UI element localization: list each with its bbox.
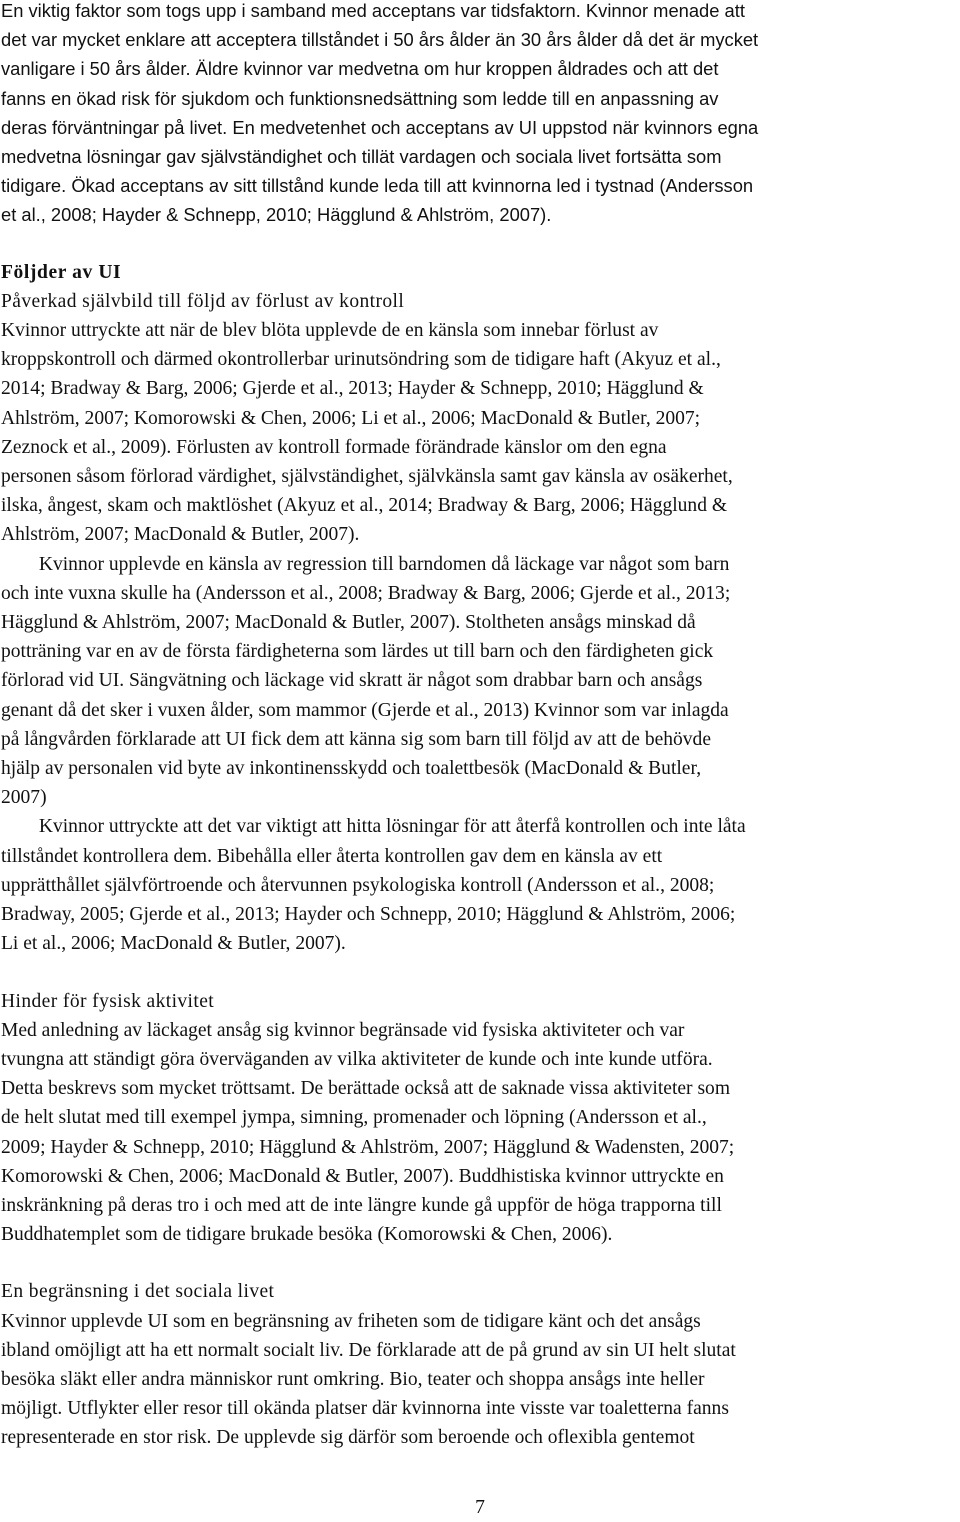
- text-line: kroppskontroll och därmed okontrollerbar urinutsöndring som de tidigare haft (Akyuz et al.,: [1, 349, 721, 371]
- body-paragraph: [1, 812, 960, 958]
- text-line: tidigare. Ökad acceptans av sitt tillstånd kunde leda till att kvinnorna led i tystnad (Andersson: [1, 175, 754, 197]
- text-line: potträning var en av de första färdigheterna som lärdes ut till barn och den färdigheten gick: [1, 641, 714, 663]
- text-line: Zeznock et al., 2009). Förlusten av kontroll formade förändrade känslor om den egna: [1, 436, 667, 458]
- text-line: Buddhatemplet som de tidigare brukade besöka (Komorowski & Chen, 2006).: [1, 1224, 613, 1246]
- subsection-title: Påverkad självbild till följd av förlust av kontroll: [1, 290, 405, 312]
- subsection-title-block: [1, 987, 960, 1016]
- text-line: deras förväntningar på livet. En medvetenhet och acceptans av UI uppstod när kvinnors egna: [1, 116, 759, 138]
- text-line: Komorowski & Chen, 2006; MacDonald & Butler, 2007). Buddhistiska kvinnor uttryckte en: [1, 1165, 724, 1187]
- text-line: Ahlström, 2007; MacDonald & Butler, 2007).: [1, 524, 360, 546]
- page-number: 7: [475, 1497, 485, 1518]
- text-line: medvetna lösningar gav självständighet och tillät vardagen och sociala livet fortsätta som: [1, 146, 722, 168]
- body-paragraph: [1, 1307, 960, 1453]
- body-paragraph: [1, 316, 960, 550]
- text-line: 2007): [1, 787, 47, 809]
- text-line: inskränkning på deras tro i och med att de inte längre kunde gå uppför de höga trapporna till: [1, 1194, 722, 1216]
- body-paragraph: [1, 1016, 960, 1250]
- text-line: Med anledning av läckaget ansåg sig kvinnor begränsade vid fysiska aktiviteter och var: [1, 1019, 685, 1041]
- text-line: tvungna att ständigt göra överväganden av vilka aktiviteter de kunde och inte kunde utföra.: [1, 1048, 713, 1070]
- text-line: personen såsom förlorad värdighet, självständighet, självkänsla samt gav känsla av osäkerhet,: [1, 466, 733, 488]
- section-heading: [1, 258, 960, 316]
- body-paragraph: [1, 550, 960, 813]
- text-line: et al., 2008; Hayder & Schnepp, 2010; Hägglund & Ahlström, 2007).: [1, 204, 552, 226]
- text-line: Detta beskrevs som mycket tröttsamt. De berättade också att de saknade vissa aktiviteter som: [1, 1078, 731, 1100]
- text-line: fanns en ökad risk för sjukdom och funktionsnedsättning som ledde till en anpassning av: [1, 87, 719, 109]
- intro-paragraph: [1, 0, 960, 230]
- text-line: vanligare i 50 års ålder. Äldre kvinnor var medvetna om hur kroppen åldrades och att det: [1, 58, 719, 80]
- subsection-title-block: [1, 1277, 960, 1306]
- text-line: upprätthållet självförtroende och återvunnen psykologiska kontroll (Andersson et al., 2008;: [1, 874, 715, 896]
- text-line: Kvinnor uttryckte att när de blev blöta upplevde de en känsla som innebar förlust av: [1, 320, 659, 342]
- text-line: Bradway, 2005; Gjerde et al., 2013; Hayder och Schnepp, 2010; Hägglund & Ahlström, 2006;: [1, 904, 736, 926]
- text-line: förlorad vid UI. Sängvätning och läckage vid skratt är något som drabbar barn och ansågs: [1, 670, 703, 692]
- text-line: Kvinnor upplevde UI som en begränsning av friheten som de tidigare känt och det ansågs: [1, 1310, 701, 1332]
- text-line: de helt slutat med till exempel jympa, simning, promenader och löpning (Andersson et al.,: [1, 1107, 707, 1129]
- subsection-title: Hinder för fysisk aktivitet: [1, 990, 215, 1012]
- text-line: En viktig faktor som togs upp i samband med acceptans var tidsfaktorn. Kvinnor menade att: [1, 0, 745, 21]
- text-line: 2014; Bradway & Barg, 2006; Gjerde et al., 2013; Hayder & Schnepp, 2010; Hägglund &: [1, 378, 704, 400]
- text-line: Li et al., 2006; MacDonald & Butler, 2007).: [1, 933, 346, 955]
- text-line: ibland omöjligt att ha ett normalt socialt liv. De förklarade att de på grund av sin UI helt slutat: [1, 1339, 736, 1361]
- text-line: Ahlström, 2007; Komorowski & Chen, 2006; Li et al., 2006; MacDonald & Butler, 2007;: [1, 407, 701, 429]
- text-line: Hägglund & Ahlström, 2007; MacDonald & Butler, 2007). Stoltheten ansågs minskad då: [1, 612, 696, 634]
- text-line: ilska, ångest, skam och maktlöshet (Akyuz et al., 2014; Bradway & Barg, 2006; Hägglund &: [1, 495, 728, 517]
- text-line: Kvinnor uttryckte att det var viktigt att hitta lösningar för att återfå kontrollen och inte låta: [38, 816, 746, 838]
- text-line: 2009; Hayder & Schnepp, 2010; Hägglund & Ahlström, 2007; Hägglund & Wadensten, 2007;: [1, 1136, 735, 1158]
- text-line: på långvården förklarade att UI fick dem att känna sig som barn till följd av att de behövde: [1, 728, 712, 750]
- text-line: besöka släkt eller andra människor runt omkring. Bio, teater och shoppa ansågs inte heller: [1, 1368, 705, 1390]
- text-line: och inte vuxna skulle ha (Andersson et al., 2008; Bradway & Barg, 2006; Gjerde et al., 2013;: [1, 582, 731, 604]
- text-line: genant då det sker i vuxen ålder, som mammor (Gjerde et al., 2013) Kvinnor som var inlagda: [1, 699, 729, 721]
- text-line: representerade en stor risk. De upplevde sig därför som beroende och oflexibla gentemot: [1, 1427, 695, 1449]
- text-line: tillståndet kontrollera dem. Bibehålla eller återta kontrollen gav dem en känsla av ett: [1, 845, 663, 867]
- text-line: hjälp av personalen vid byte av inkontinensskydd och toalettbesök (MacDonald & Butler,: [1, 758, 702, 780]
- subsection-title: En begränsning i det sociala livet: [1, 1281, 275, 1303]
- text-line: möjligt. Utflykter eller resor till okända platser där kvinnorna inte visste var toaletterna fanns: [1, 1398, 729, 1420]
- text-line: Kvinnor upplevde en känsla av regression till barndomen då läckage var något som barn: [38, 553, 730, 575]
- section-heading-text: Följder av UI: [1, 261, 122, 283]
- text-line: det var mycket enklare att acceptera tillståndet i 50 års ålder än 30 års ålder då det är mycket: [1, 29, 759, 51]
